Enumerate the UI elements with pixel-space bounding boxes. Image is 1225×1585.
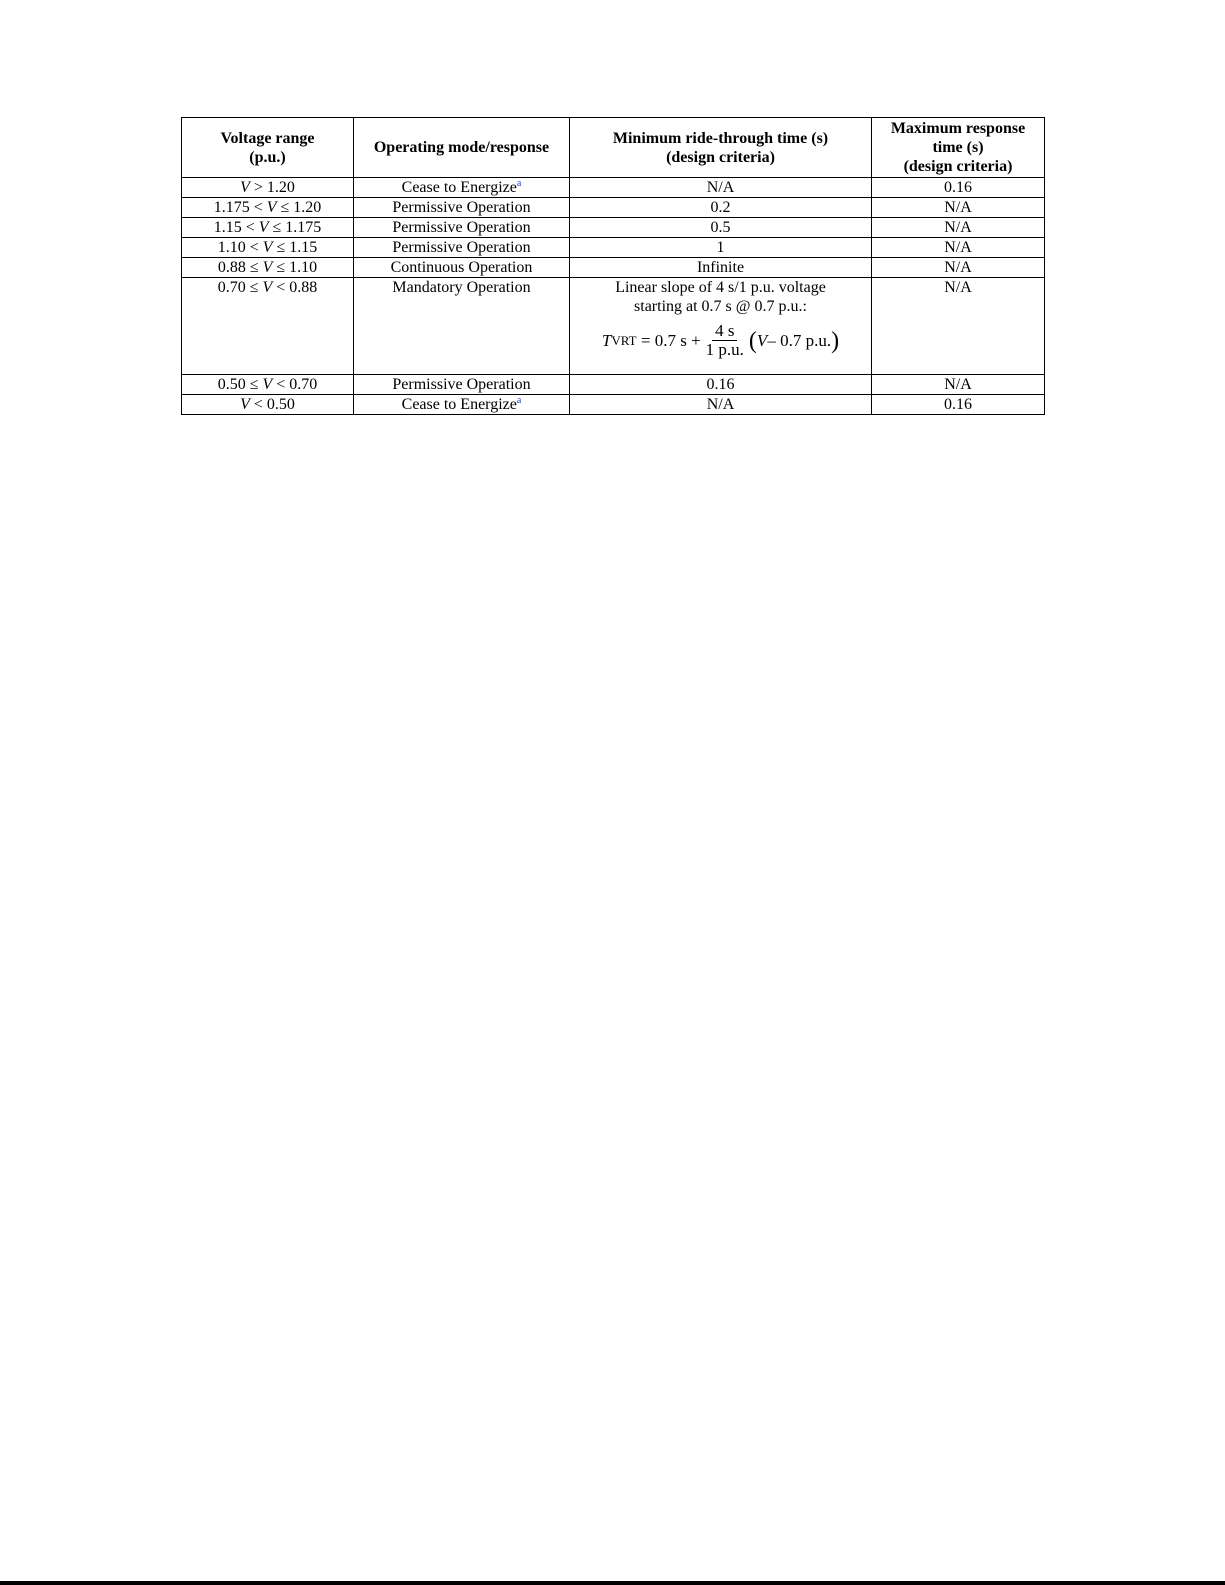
table-row [182,278,1045,375]
ride-through-table [181,117,1045,415]
ride-through-cell [570,278,872,375]
header-row [182,118,1045,178]
ride-through-cell: 1 [570,238,872,258]
voltage-range-cell: 0.50 ≤ V < 0.70 [182,375,354,395]
header-voltage-range: Voltage range (p.u.) [182,118,354,178]
operating-mode-cell: Permissive Operation [354,375,570,395]
page-bottom-border [0,1581,1225,1585]
voltage-range-cell: 0.88 ≤ V ≤ 1.10 [182,258,354,278]
table-row [182,218,1045,238]
operating-mode-cell: Mandatory Operation [354,278,570,375]
header-operating-mode: Operating mode/response [354,118,570,178]
footnote-a-link[interactable]: a [516,178,522,189]
ride-through-cell: 0.5 [570,218,872,238]
ride-through-cell: N/A [570,178,872,198]
table-row [182,395,1045,415]
ride-through-cell: 0.16 [570,375,872,395]
response-time-cell: N/A [872,278,1045,375]
table-row [182,375,1045,395]
operating-mode-cell: Continuous Operation [354,258,570,278]
voltage-range-cell: 1.10 < V ≤ 1.15 [182,238,354,258]
ride-through-cell: N/A [570,395,872,415]
response-time-cell: N/A [872,218,1045,238]
response-time-cell: N/A [872,238,1045,258]
response-time-cell: 0.16 [872,178,1045,198]
response-time-cell: N/A [872,258,1045,278]
voltage-range-cell: 1.15 < V ≤ 1.175 [182,218,354,238]
ride-through-description: Linear slope of 4 s/1 p.u. voltage [615,279,826,296]
header-max-response: Maximum response time (s) (design criteria) [872,118,1045,178]
table-row [182,238,1045,258]
voltage-range-cell: 1.175 < V ≤ 1.20 [182,198,354,218]
ride-through-cell: Infinite [570,258,872,278]
operating-mode-cell: Cease to Energize$^a$ [354,178,570,198]
response-time-cell: N/A [872,198,1045,218]
table-row [182,258,1045,278]
response-time-cell: N/A [872,375,1045,395]
voltage-range-cell: V > 1.20 [182,178,354,198]
voltage-range-cell: 0.70 ≤ V < 0.88 [182,278,354,375]
table-row [182,178,1045,198]
ride-through-cell: 0.2 [570,198,872,218]
voltage-range-cell: V < 0.50 [182,395,354,415]
vrt-formula: T VRT = 0.7 s + $\frac{4 s}{1 p.u.}$ ( V – 0.7 p.u. ) [601,321,840,359]
operating-mode-cell: Cease to Energize$^a$ [354,395,570,415]
table-row [182,198,1045,218]
response-time-cell: 0.16 [872,395,1045,415]
operating-mode-cell: Permissive Operation [354,218,570,238]
operating-mode-cell: Permissive Operation [354,238,570,258]
header-min-ride-through: Minimum ride-through time (s) (design criteria) [570,118,872,178]
footnote-a-link[interactable]: a [516,395,522,406]
ride-through-description: starting at 0.7 s @ 0.7 p.u.: [634,298,807,315]
fraction: $\frac{4 s}{1 p.u.}$ [705,321,744,359]
operating-mode-cell: Permissive Operation [354,198,570,218]
